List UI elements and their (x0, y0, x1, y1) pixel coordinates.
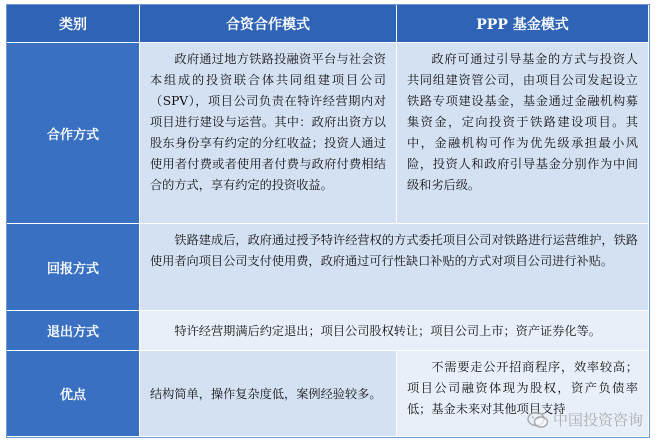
advantages-jv-paragraph: 结构简单，操作复杂度低，案例经验较多。 (150, 387, 382, 401)
exit-paragraph: 特许经营期满后约定退出；项目公司股权转让；项目公司上市；资产证券化等。 (174, 324, 601, 338)
return-text (140, 224, 649, 311)
watermark-text: 中国投资咨询 (552, 411, 643, 429)
header-jv-mode: 合资合作模式 (140, 5, 397, 43)
advantages-jv-text (140, 351, 397, 437)
watermark (527, 409, 643, 430)
cooperation-jv-text (140, 43, 397, 224)
row-label-return: 回报方式 (7, 224, 140, 311)
cooperation-ppp-text (397, 43, 649, 224)
row-label-exit: 退出方式 (7, 311, 140, 351)
wechat-icon (527, 411, 549, 429)
row-label-advantages: 优点 (7, 351, 140, 437)
header-ppp-mode: PPP 基金模式 (397, 5, 649, 43)
exit-text (140, 311, 649, 351)
cooperation-jv-paragraph: 政府通过地方铁路投融资平台与社会资本组成的投资联合体共同组建项目公司（SPV），项目公司负责在特许经营期内对项目进行建设与运营。其中：政府出资方以股东身份享有约定的分红收益；投资人通过使用者付费或者使用者付费与政府付费相结合的方式，享有约定的投资收益。 (150, 52, 386, 192)
header-category: 类别 (7, 5, 140, 43)
return-paragraph: 铁路建成后，政府通过授予特许经营权的方式委托项目公司对铁路进行运营维护，铁路使用者向项目公司支付使用费，政府通过可行性缺口补贴的方式对项目公司进行补贴。 (150, 233, 638, 268)
comparison-table (6, 4, 650, 438)
advantages-ppp-paragraph: 不需要走公开招商程序，效率较高；项目公司融资体现为股权，资产负债率低；基金未来对其他项目支持 (407, 360, 638, 416)
row-label-cooperation: 合作方式 (7, 43, 140, 224)
cooperation-ppp-paragraph: 政府可通过引导基金的方式与投资人共同组建资管公司，由项目公司发起设立铁路专项建设基金，基金通过金融机构募集资金，定向投资于铁路建设项目。其中，金融机构可作为优先级承担最小风险，投资人和政府引导基金分别作为中间级和劣后级。 (407, 52, 638, 192)
